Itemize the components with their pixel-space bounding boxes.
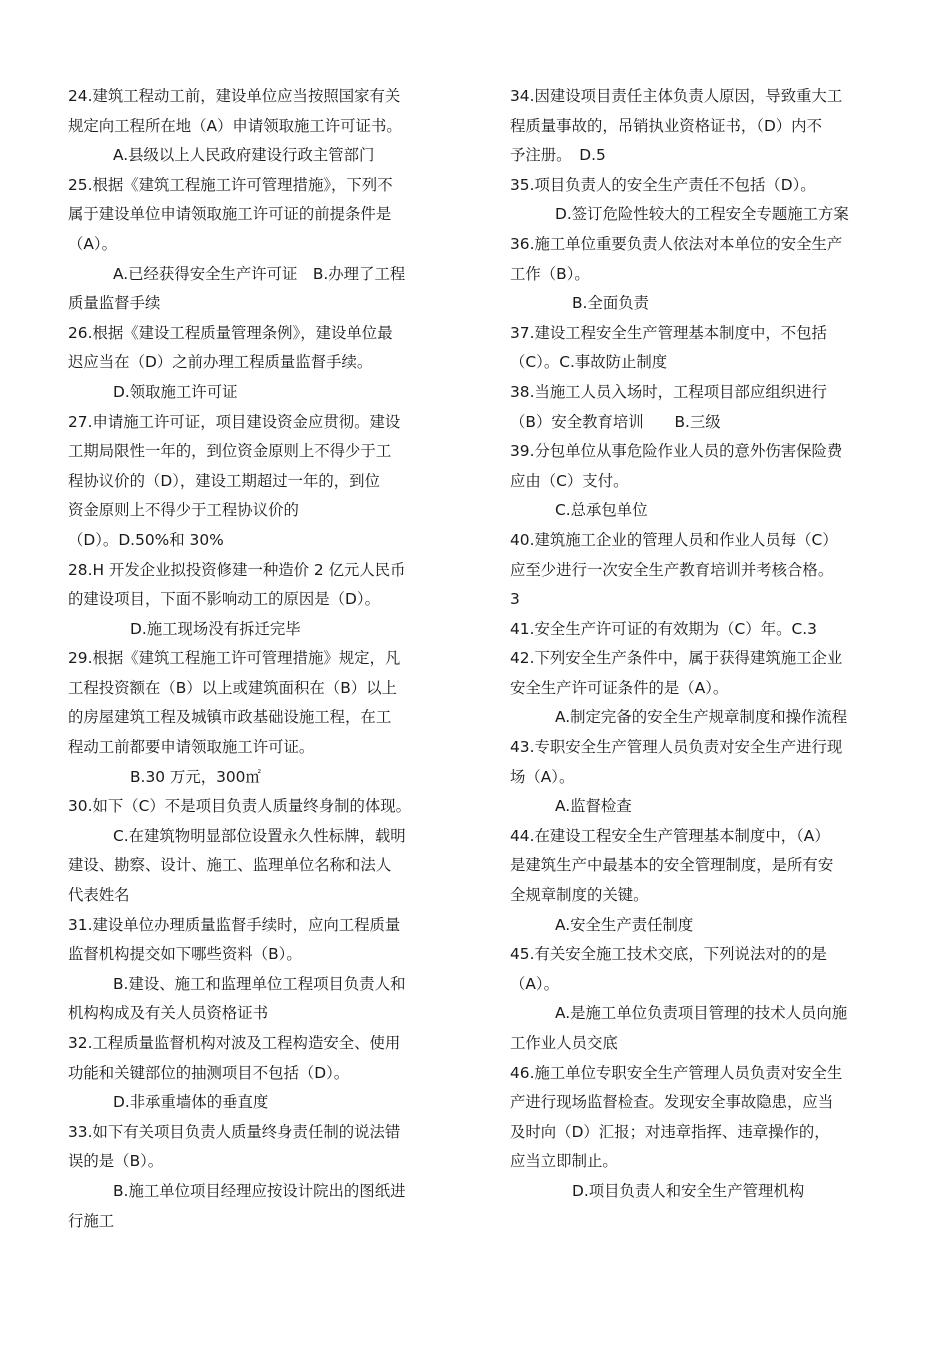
text-line: C.在建筑物明显部位设置永久性标牌，载明: [113, 826, 406, 845]
text-line: 机构构成及有关人员资格证书: [68, 1004, 269, 1023]
text-line: 属于建设单位申请领取施工许可证的前提条件是: [68, 205, 392, 224]
text-line: B.建设、施工和监理单位工程项目负责人和: [113, 974, 406, 993]
text-line: A.安全生产责任制度: [555, 915, 694, 934]
text-line: 程质量事故的，吊销执业资格证书，（D）内不: [510, 116, 822, 135]
text-line: 及时向（D）汇报；对违章指挥、违章操作的，: [510, 1122, 830, 1141]
right-column: [510, 82, 885, 1207]
text-line: 全规章制度的关键。: [510, 886, 649, 905]
text-line: 的建设项目，下面不影响动工的原因是（D）。: [68, 590, 380, 609]
text-line: （B）安全教育培训 B.三级: [510, 412, 721, 431]
text-line: 行施工: [68, 1211, 115, 1230]
text-line: 37.建设工程安全生产管理基本制度中，不包括: [510, 323, 827, 342]
text-line: 31.建设单位办理质量监督手续时，应向工程质量: [68, 915, 401, 934]
text-line: D.施工现场没有拆迁完毕: [130, 619, 301, 638]
text-line: 应由（C）支付。: [510, 471, 629, 490]
text-line: 3: [510, 590, 520, 609]
text-line: B.全面负责: [572, 294, 650, 313]
text-line: 26.根据《建设工程质量管理条例》，建设单位最: [68, 323, 393, 342]
text-line: 24.建筑工程动工前，建设单位应当按照国家有关: [68, 87, 401, 105]
text-line: D.领取施工许可证: [113, 382, 238, 401]
text-line: 46.施工单位专职安全生产管理人员负责对安全生: [510, 1063, 843, 1082]
text-line: 是建筑生产中最基本的安全管理制度，是所有安: [510, 856, 834, 875]
text-line: A.县级以上人民政府建设行政主管部门: [113, 146, 375, 165]
text-line: 30.如下（C）不是项目负责人质量终身制的体现。: [68, 797, 412, 816]
text-line: 功能和关键部位的抽测项目不包括（D）。: [68, 1063, 350, 1082]
text-line: 予注册。 D.5: [510, 146, 606, 165]
text-line: 35.项目负责人的安全生产责任不包括（D）。: [510, 175, 816, 194]
text-line: 场（A）。: [510, 767, 575, 786]
text-line: 33.如下有关项目负责人质量终身责任制的说法错: [68, 1122, 401, 1141]
text-line: 质量监督手续: [68, 294, 161, 313]
text-line: 工作（B）。: [510, 264, 590, 283]
text-line: 迟应当在（D）之前办理工程质量监督手续。: [68, 353, 373, 372]
text-line: A.监督检查: [555, 797, 632, 816]
text-line: 应至少进行一次安全生产教育培训并考核合格。: [510, 560, 834, 579]
text-line: 应当立即制止。: [510, 1152, 618, 1171]
text-line: 41.安全生产许可证的有效期为（C）年。C.3: [510, 619, 817, 638]
text-line: 28.H 开发企业拟投资修建一种造价 2 亿元人民币: [68, 560, 406, 579]
text-line: 产进行现场监督检查。发现安全事故隐患，应当: [510, 1093, 834, 1112]
text-line: 代表姓名: [68, 886, 130, 905]
left-column: [68, 82, 446, 1236]
text-line: （A）。: [68, 234, 118, 253]
text-line: 工期局限性一年的，到位资金原则上不得少于工: [68, 442, 392, 461]
text-line: （D）。D.50%和 30%: [68, 530, 224, 549]
text-line: 27.申请施工许可证，项目建设资金应贯彻。建设: [68, 412, 401, 431]
text-line: D.项目负责人和安全生产管理机构: [572, 1181, 805, 1200]
text-line: 29.根据《建筑工程施工许可管理措施》规定，凡: [68, 649, 401, 668]
text-line: 42.下列安全生产条件中，属于获得建筑施工企业: [510, 649, 843, 668]
text-line: 39.分包单位从事危险作业人员的意外伤害保险费: [510, 442, 843, 461]
text-line: A.已经获得安全生产许可证 B.办理了工程: [113, 264, 406, 283]
text-line: （A）。: [510, 974, 560, 993]
text-line: （C）。C.事故防止制度: [510, 353, 668, 372]
text-line: D.签订危险性较大的工程安全专题施工方案: [555, 205, 849, 224]
text-line: 建设、勘察、设计、施工、监理单位名称和法人: [68, 856, 392, 875]
text-line: 监督机构提交如下哪些资料（B）。: [68, 945, 302, 964]
text-line: B.30 万元，300㎡: [130, 767, 261, 786]
text-line: 程动工前都要申请领取施工许可证。: [68, 738, 315, 757]
text-line: C.总承包单位: [555, 501, 648, 520]
text-line: 25.根据《建筑工程施工许可管理措施》，下列不: [68, 175, 393, 194]
text-line: 程协议价的（D），建设工期超过一年的，到位: [68, 471, 380, 490]
text-line: 45.有关安全施工技术交底，下列说法对的的是: [510, 945, 827, 964]
text-line: 43.专职安全生产管理人员负责对安全生产进行现: [510, 738, 843, 757]
text-line: 安全生产许可证条件的是（A）。: [510, 678, 729, 697]
text-line: 的房屋建筑工程及城镇市政基础设施工程，在工: [68, 708, 392, 727]
text-line: 误的是（B）。: [68, 1152, 164, 1171]
text-line: 工作业人员交底: [510, 1034, 618, 1052]
text-line: 38.当施工人员入场时，工程项目部应组织进行: [510, 382, 827, 401]
text-line: 36.施工单位重要负责人依法对本单位的安全生产: [510, 234, 843, 253]
text-line: D.非承重墙体的垂直度: [113, 1093, 269, 1112]
text-line: 40.建筑施工企业的管理人员和作业人员每（C）: [510, 530, 838, 549]
text-line: 34.因建设项目责任主体负责人原因，导致重大工: [510, 87, 843, 105]
text-line: 44.在建设工程安全生产管理基本制度中，（A）: [510, 826, 830, 845]
text-line: A.是施工单位负责项目管理的技术人员向施: [555, 1004, 848, 1023]
text-line: A.制定完备的安全生产规章制度和操作流程: [555, 708, 848, 727]
text-line: 资金原则上不得少于工程协议价的: [68, 501, 299, 520]
text-line: 工程投资额在（B）以上或建筑面积在（B）以上: [68, 678, 397, 697]
text-line: 32.工程质量监督机构对波及工程构造安全、使用: [68, 1034, 401, 1052]
text-line: B.施工单位项目经理应按设计院出的图纸进: [113, 1181, 406, 1200]
text-line: 规定向工程所在地（A）申请领取施工许可证书。: [68, 116, 402, 135]
